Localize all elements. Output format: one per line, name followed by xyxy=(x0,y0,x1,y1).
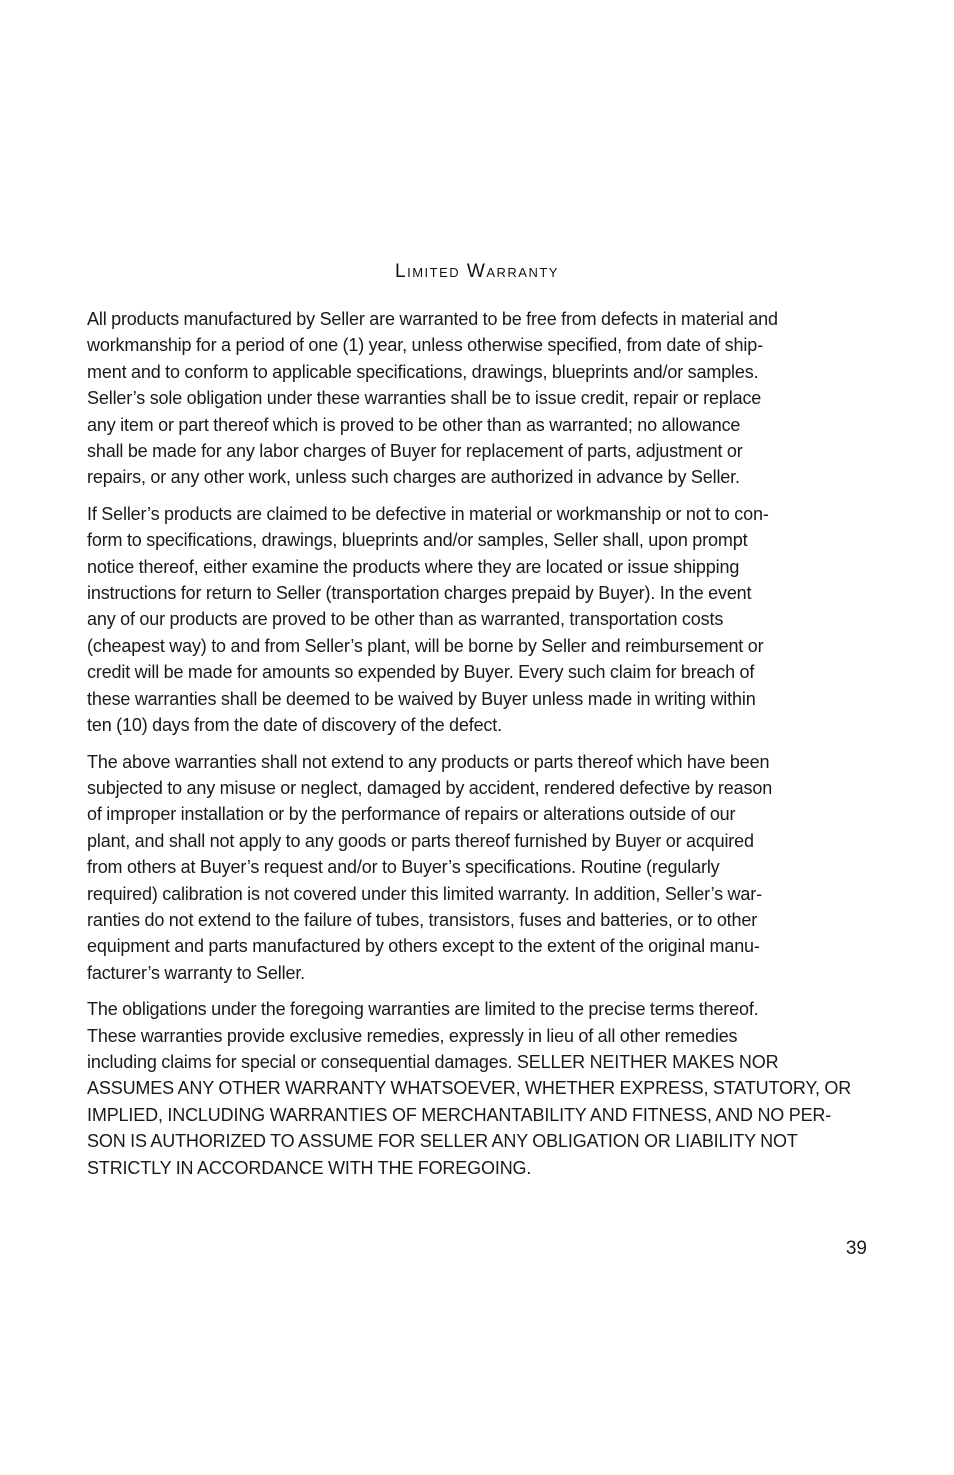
text-line: These warranties provide exclusive remedies, expressly in lieu of all other remedies xyxy=(87,1025,738,1046)
text-line: any item or part thereof which is proved to be other than as warranted; no allowance xyxy=(87,414,741,435)
text-line: workmanship for a period of one (1) year, unless otherwise specified, from date of ship- xyxy=(87,335,763,356)
text-line: The obligations under the foregoing warranties are limited to the precise terms thereof. xyxy=(87,999,759,1020)
text-line: from others at Buyer’s request and/or to Buyer’s specifications. Routine (regularly xyxy=(87,857,720,878)
text-line: ment and to conform to applicable specifications, drawings, blueprints and/or samples. xyxy=(87,361,759,382)
text-line: repairs, or any other work, unless such charges are authorized in advance by Seller. xyxy=(87,467,740,488)
text-line: plant, and shall not apply to any goods or parts thereof furnished by Buyer or acquired xyxy=(87,830,754,851)
text-line: ranties do not extend to the failure of tubes, transistors, fuses and batteries, or to other xyxy=(87,909,758,930)
text-line: including claims for special or consequential damages. SELLER NEITHER MAKES NOR xyxy=(87,1051,779,1072)
text-line: Seller’s sole obligation under these warranties shall be to issue credit, repair or replace xyxy=(87,388,762,409)
text-line: IMPLIED, INCLUDING WARRANTIES OF MERCHANTABILITY AND FITNESS, AND NO PER- xyxy=(87,1104,832,1125)
text-line: If Seller’s products are claimed to be defective in material or workmanship or not to con- xyxy=(87,503,769,524)
text-line: All products manufactured by Seller are warranted to be free from defects in material and xyxy=(87,309,778,329)
paragraph-3 xyxy=(87,749,867,987)
text-line: ASSUMES ANY OTHER WARRANTY WHATSOEVER, WHETHER EXPRESS, STATUTORY, OR xyxy=(87,1078,852,1099)
text-line: these warranties shall be deemed to be waived by Buyer unless made in writing within xyxy=(87,688,756,709)
paragraph-2 xyxy=(87,501,867,739)
text-line: SON IS AUTHORIZED TO ASSUME FOR SELLER ANY OBLIGATION OR LIABILITY NOT xyxy=(87,1131,798,1152)
text-line: facturer’s warranty to Seller. xyxy=(87,962,306,983)
text-line: of improper installation or by the performance of repairs or alterations outside of our xyxy=(87,804,736,825)
text-line: STRICTLY IN ACCORDANCE WITH THE FOREGOING. xyxy=(87,1157,532,1178)
text-line: any of our products are proved to be other than as warranted, transportation costs xyxy=(87,609,724,630)
text-line: (cheapest way) to and from Seller’s plant, will be borne by Seller and reimbursement or xyxy=(87,635,764,656)
text-line: form to specifications, drawings, blueprints and/or samples, Seller shall, upon prompt xyxy=(87,530,748,551)
paragraph-4 xyxy=(87,996,867,1181)
text-line: notice thereof, either examine the products where they are located or issue shipping xyxy=(87,556,740,577)
warranty-body xyxy=(87,306,867,1191)
text-line: subjected to any misuse or neglect, damaged by accident, rendered defective by reason xyxy=(87,777,773,798)
text-line: instructions for return to Seller (transportation charges prepaid by Buyer). In the event xyxy=(87,583,752,604)
paragraph-1 xyxy=(87,306,867,491)
page-number: 39 xyxy=(845,1238,867,1259)
text-line: equipment and parts manufactured by others except to the extent of the original manu- xyxy=(87,936,760,957)
text-line: credit will be made for amounts so expended by Buyer. Every such claim for breach of xyxy=(87,662,755,683)
text-line: ten (10) days from the date of discovery of the defect. xyxy=(87,715,502,736)
text-line: shall be made for any labor charges of Buyer for replacement of parts, adjustment or xyxy=(87,441,743,462)
text-line: The above warranties shall not extend to any products or parts thereof which have been xyxy=(87,751,770,772)
page-title: Limited Warranty xyxy=(395,261,559,282)
text-line: required) calibration is not covered under this limited warranty. In addition, Seller’s war- xyxy=(87,883,762,904)
